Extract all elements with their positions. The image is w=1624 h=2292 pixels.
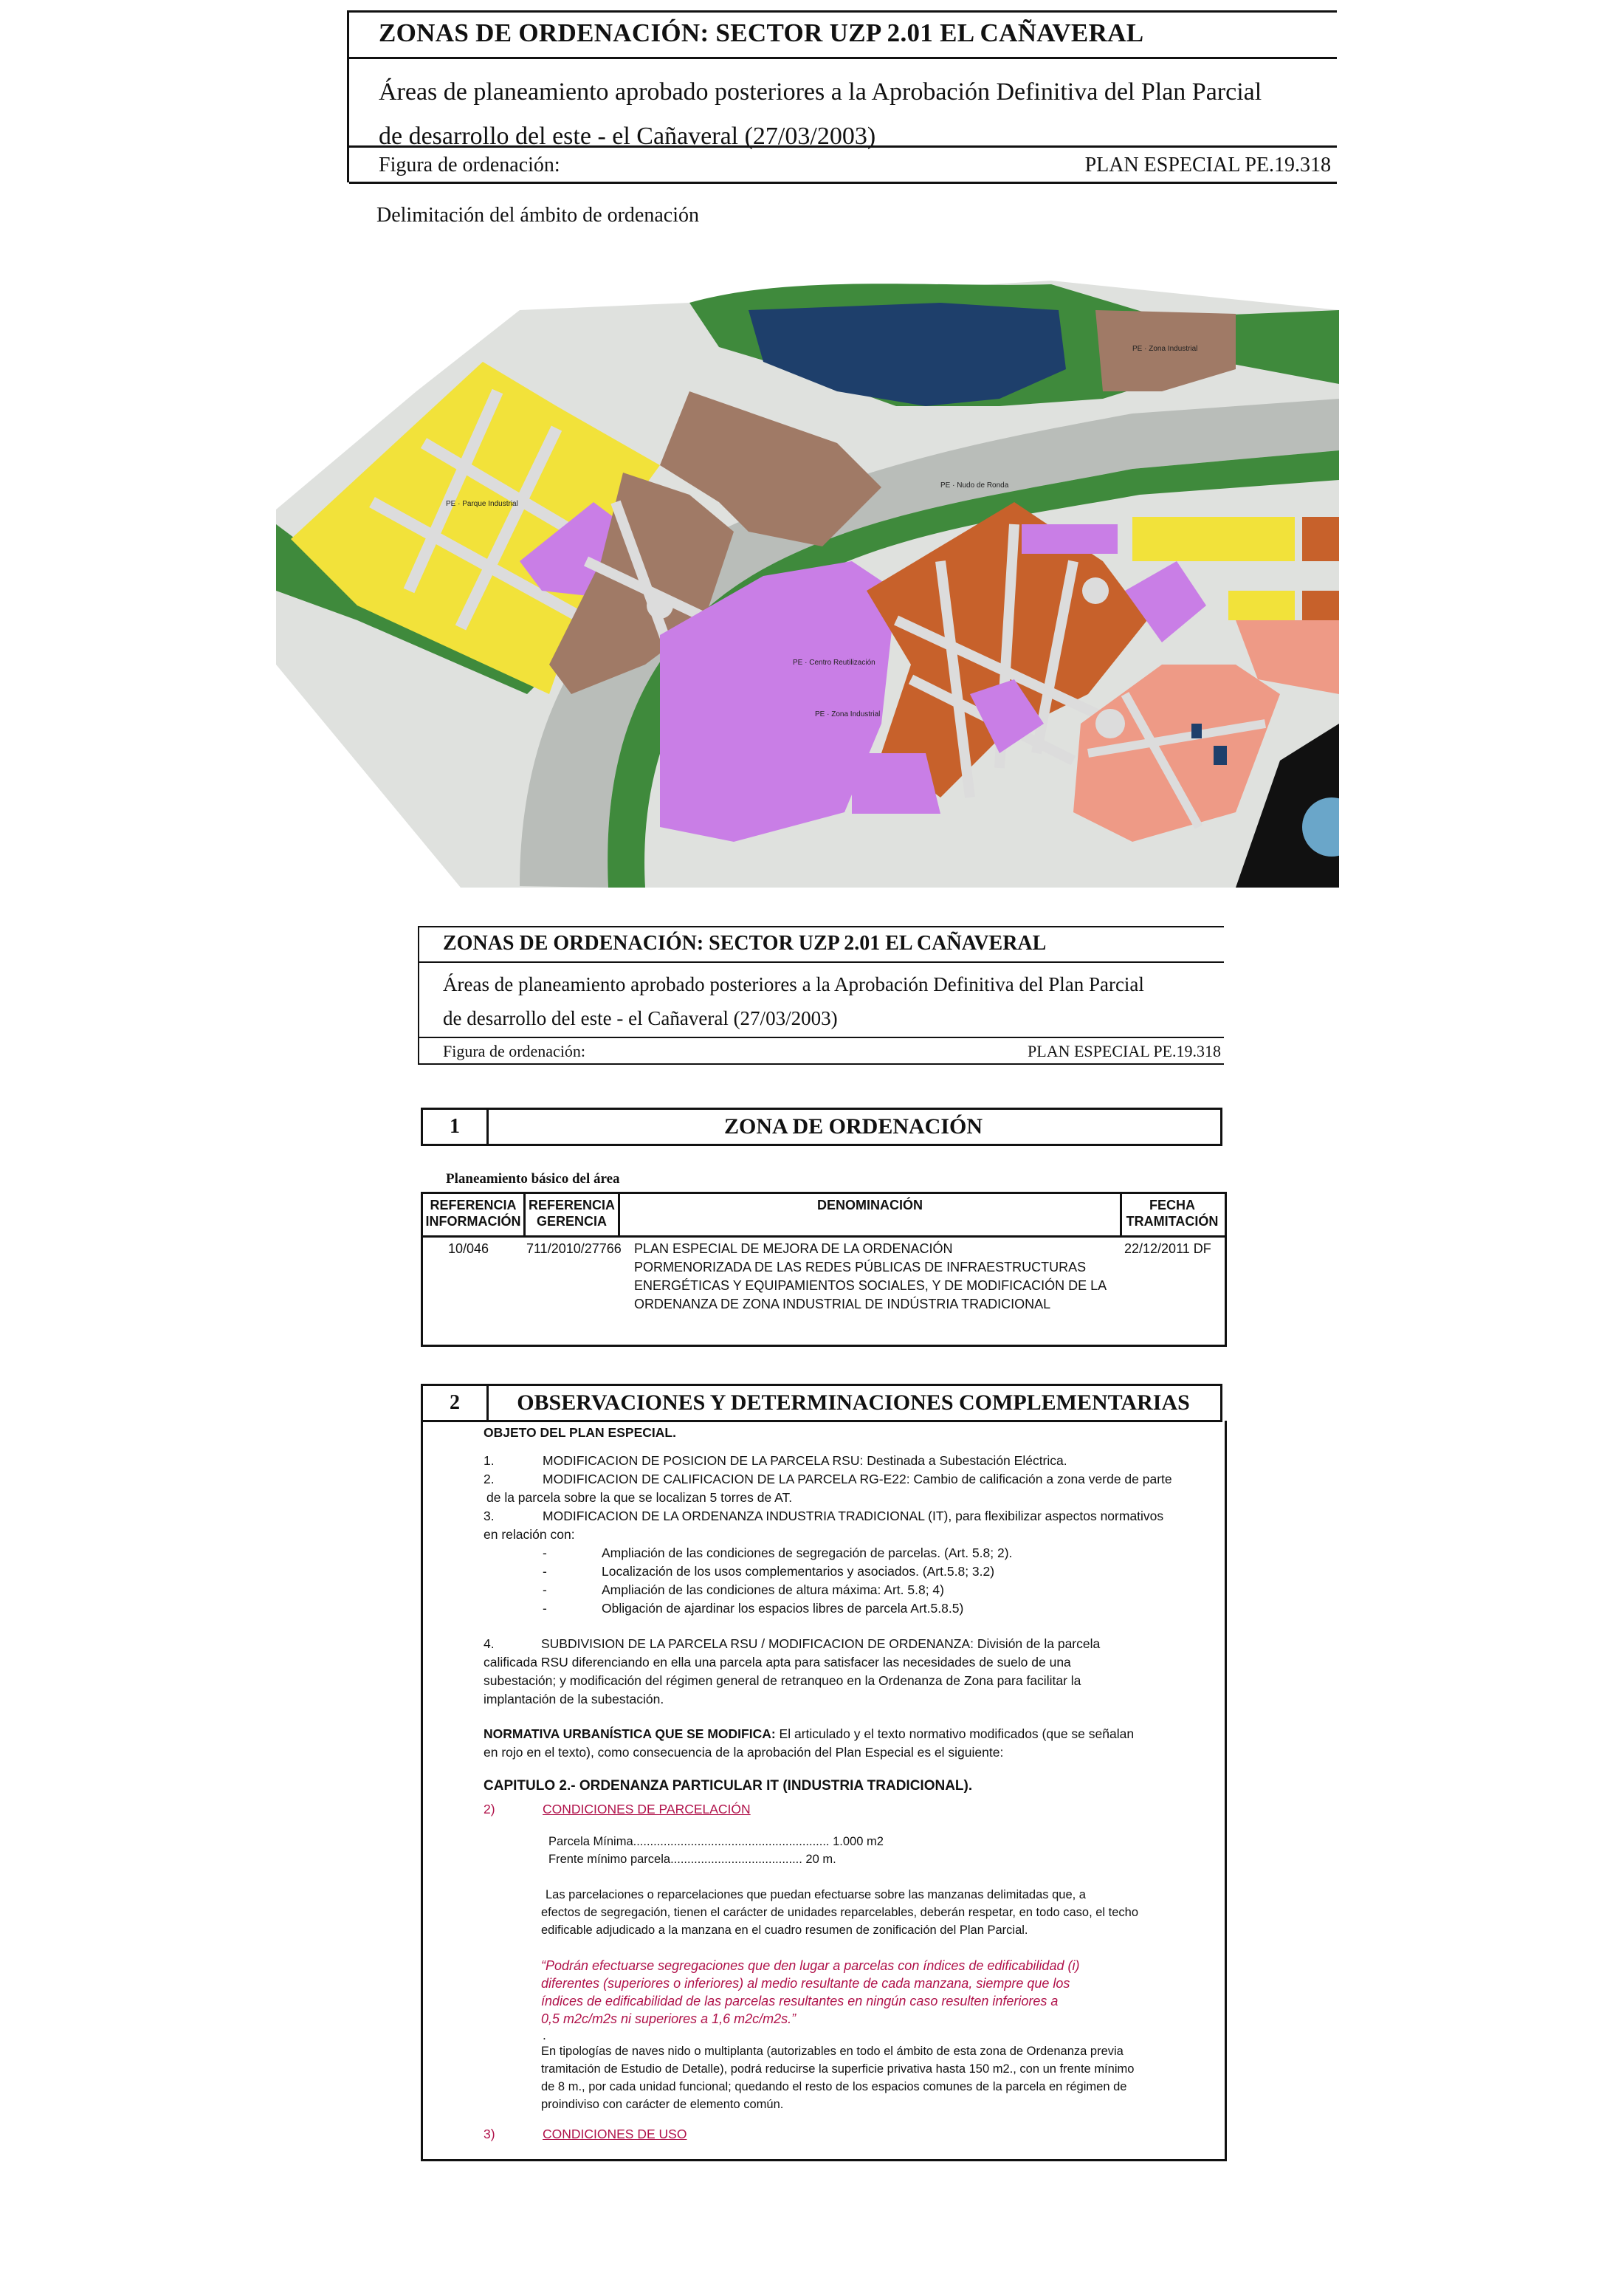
map-label-centro-reutilizacion: PE · Centro Reutilización bbox=[793, 659, 875, 667]
tipologias-line4: proindiviso con carácter de elemento común. bbox=[541, 2098, 784, 2111]
cell-denominacion-4: ORDENANZA DE ZONA INDUSTRIAL DE INDÚSTRIA TRADICIONAL bbox=[634, 1297, 1051, 1311]
normativa-line2: en rojo en el texto), como consecuencia de la aprobación del Plan Especial es el siguiente: bbox=[484, 1745, 1004, 1760]
subitem-dash: - bbox=[543, 1564, 547, 1579]
second-header-title: ZONAS DE ORDENACIÓN: SECTOR UZP 2.01 EL CAÑAVERAL bbox=[443, 932, 1047, 955]
section2-number: 2 bbox=[423, 1386, 489, 1420]
col-fecha: FECHA TRAMITACIÓN bbox=[1126, 1198, 1219, 1229]
figure-label: Figura de ordenación: bbox=[379, 154, 560, 176]
subitem-1: Ampliación de las condiciones de segregación de parcelas. (Art. 5.8; 2). bbox=[602, 1545, 1013, 1560]
cell-ref-info: 10/046 bbox=[448, 1241, 489, 1256]
second-header bbox=[418, 926, 1224, 1065]
parcela-minima: Parcela Mínima.......................................................... 1.000 m2 bbox=[548, 1835, 884, 1848]
map-label-parque-industrial: PE · Parque Industrial bbox=[446, 500, 518, 508]
subitem-dash: - bbox=[543, 1582, 547, 1597]
header-subtitle-line2: de desarrollo del este - el Cañaveral (27/03/2003) bbox=[379, 123, 876, 150]
item-4-line2: calificada RSU diferenciando en ella una parcela apta para satisfacer las necesidades de suelo de una bbox=[484, 1655, 1071, 1670]
plan-code: PLAN ESPECIAL PE.19.318 bbox=[1084, 154, 1331, 176]
section2-body bbox=[421, 1421, 1227, 2161]
subitem-4: Obligación de ajardinar los espacios libres de parcela Art.5.8.5) bbox=[602, 1601, 964, 1616]
parcelacion-p1-line1: Las parcelaciones o reparcelaciones que puedan efectuarse sobre las manzanas delimitadas que, a bbox=[546, 1888, 1086, 1901]
normativa-text: El articulado y el texto normativo modificados (que se señalan bbox=[775, 1726, 1135, 1741]
dot: . bbox=[543, 2028, 546, 2042]
zoning-map bbox=[276, 281, 1339, 888]
second-figure-label: Figura de ordenación: bbox=[443, 1042, 586, 1060]
item-1-number: 1. bbox=[484, 1453, 495, 1468]
cond-uso-number: 3) bbox=[484, 2127, 495, 2141]
col-ref-info: REFERENCIA INFORMACIÓN bbox=[425, 1198, 521, 1229]
second-header-subtitle-line2: de desarrollo del este - el Cañaveral (27/03/2003) bbox=[443, 1007, 838, 1029]
cond-uso-link[interactable]: CONDICIONES DE USO bbox=[543, 2127, 687, 2141]
section2-title: OBSERVACIONES Y DETERMINACIONES COMPLEMENTARIAS bbox=[517, 1390, 1190, 1415]
header-title-row bbox=[349, 13, 1337, 59]
item-4-line1: SUBDIVISION DE LA PARCELA RSU / MODIFICACION DE ORDENANZA: División de la parcela bbox=[541, 1636, 1101, 1651]
col-denominacion: DENOMINACIÓN bbox=[817, 1198, 923, 1212]
cell-denominacion-3: ENERGÉTICAS Y EQUIPAMIENTOS SOCIALES, Y DE MODIFICACIÓN DE LA bbox=[634, 1278, 1107, 1293]
second-header-figure-row bbox=[419, 1037, 1224, 1065]
second-header-subtitle bbox=[443, 967, 1225, 1035]
red-quote-line2: diferentes (superiores o inferiores) al medio resultante de cada manzana, siempre que los bbox=[541, 1976, 1070, 1991]
section2-header bbox=[421, 1384, 1222, 1422]
item-3-number: 3. bbox=[484, 1509, 495, 1523]
item-4-line4: implantación de la subestación. bbox=[484, 1692, 664, 1706]
col-ref-gerencia: REFERENCIA GERENCIA bbox=[528, 1198, 615, 1229]
red-quote-line4: 0,5 m2c/m2s ni superiores a 1,6 m2c/m2s.” bbox=[541, 2011, 796, 2026]
item-4-line3: subestación; y modificación del régimen general de retranqueo en la Ordenanza de Zona para facilitar la bbox=[484, 1673, 1081, 1688]
cond-parcelacion-link[interactable]: CONDICIONES DE PARCELACIÓN bbox=[543, 1802, 751, 1816]
subitem-dash: - bbox=[543, 1545, 547, 1560]
item-1-text: MODIFICACION DE POSICION DE LA PARCELA RSU: Destinada a Subestación Eléctrica. bbox=[543, 1453, 1067, 1468]
red-quote-line3: índices de edificabilidad de las parcelas resultantes en ningún caso resulten inferiores a bbox=[541, 1994, 1059, 2008]
normativa-bold: NORMATIVA URBANÍSTICA QUE SE MODIFICA: bbox=[484, 1726, 776, 1741]
section1-title: ZONA DE ORDENACIÓN bbox=[723, 1114, 983, 1139]
item-4-number: 4. bbox=[484, 1636, 495, 1651]
parcelacion-p1-line3: edificable adjudicado a la manzana en el cuadro resumen de zonificación del Plan Parcial. bbox=[541, 1924, 1028, 1937]
item-3-text: MODIFICACION DE LA ORDENANZA INDUSTRIA TRADICIONAL (IT), para flexibilizar aspectos normativos bbox=[543, 1509, 1164, 1523]
map-label-zona-industrial-top: PE · Zona Industrial bbox=[1132, 345, 1198, 353]
item-2-number: 2. bbox=[484, 1472, 495, 1486]
tipologias-line3: de 8 m., por cada unidad funcional; quedando el resto de los espacios comunes de la parcela en régimen de bbox=[541, 2080, 1127, 2093]
header-figure-row bbox=[349, 145, 1337, 184]
cell-ref-gerencia: 711/2010/27766 bbox=[526, 1241, 622, 1256]
objeto-heading: OBJETO DEL PLAN ESPECIAL. bbox=[484, 1425, 676, 1440]
subitem-2: Localización de los usos complementarios y asociados. (Art.5.8; 3.2) bbox=[602, 1564, 995, 1579]
planeamiento-table bbox=[421, 1192, 1227, 1347]
header-subtitle-line1: Áreas de planeamiento aprobado posteriores a la Aprobación Definitiva del Plan Parcial bbox=[379, 78, 1262, 106]
cell-fecha: 22/12/2011 DF bbox=[1124, 1241, 1211, 1256]
section1-subheading: Planeamiento básico del área bbox=[446, 1171, 620, 1187]
cell-denominacion-2: PORMENORIZADA DE LAS REDES PÚBLICAS DE INFRAESTRUCTURAS bbox=[634, 1260, 1087, 1274]
tipologias-line2: tramitación de Estudio de Detalle), podrá reducirse la superficie privativa hasta 150 m2., con un frente mínimo bbox=[541, 2062, 1135, 2076]
capitulo-heading: CAPITULO 2.- ORDENANZA PARTICULAR IT (INDUSTRIA TRADICIONAL). bbox=[484, 1778, 973, 1794]
section1-header bbox=[421, 1108, 1222, 1146]
cell-denominacion-1: PLAN ESPECIAL DE MEJORA DE LA ORDENACIÓN bbox=[634, 1241, 953, 1256]
table-header-divider bbox=[423, 1235, 1225, 1238]
map-label-nudo: PE · Nudo de Ronda bbox=[940, 481, 1009, 490]
frente-minimo: Frente mínimo parcela....................................... 20 m. bbox=[548, 1853, 836, 1866]
red-quote-line1: “Podrán efectuarse segregaciones que den lugar a parcelas con índices de edificabilidad (i) bbox=[541, 1958, 1080, 1973]
item-2-text: MODIFICACION DE CALIFICACION DE LA PARCELA RG-E22: Cambio de calificación a zona verde de parte bbox=[543, 1472, 1172, 1486]
item-3-cont: en relación con: bbox=[484, 1527, 575, 1542]
item-2-cont: de la parcela sobre la que se localizan 5 torres de AT. bbox=[486, 1490, 793, 1505]
cond-parcelacion-number: 2) bbox=[484, 1802, 495, 1816]
map-label-zona-industrial: PE · Zona Industrial bbox=[815, 710, 881, 718]
tipologias-line1: En tipologías de naves nido o multiplanta (autorizables en todo el ámbito de esta zona de Ordenanza previa bbox=[541, 2045, 1124, 2058]
section1-number: 1 bbox=[423, 1110, 489, 1144]
map-caption: Delimitación del ámbito de ordenación bbox=[376, 204, 699, 227]
second-header-title-row bbox=[419, 927, 1224, 963]
normativa-line1 bbox=[484, 1725, 1134, 1743]
second-header-subtitle-line1: Áreas de planeamiento aprobado posteriores a la Aprobación Definitiva del Plan Parcial bbox=[443, 973, 1144, 995]
parcelacion-p1-line2: efectos de segregación, tienen el carácter de unidades reparcelables, deberán respetar, en todo caso, el techo bbox=[541, 1906, 1139, 1919]
header-title: ZONAS DE ORDENACIÓN: SECTOR UZP 2.01 EL CAÑAVERAL bbox=[379, 18, 1144, 47]
subitem-3: Ampliación de las condiciones de altura máxima: Art. 5.8; 4) bbox=[602, 1582, 944, 1597]
second-plan-code: PLAN ESPECIAL PE.19.318 bbox=[1028, 1042, 1221, 1060]
top-header bbox=[347, 10, 1337, 182]
subitem-dash: - bbox=[543, 1601, 547, 1616]
